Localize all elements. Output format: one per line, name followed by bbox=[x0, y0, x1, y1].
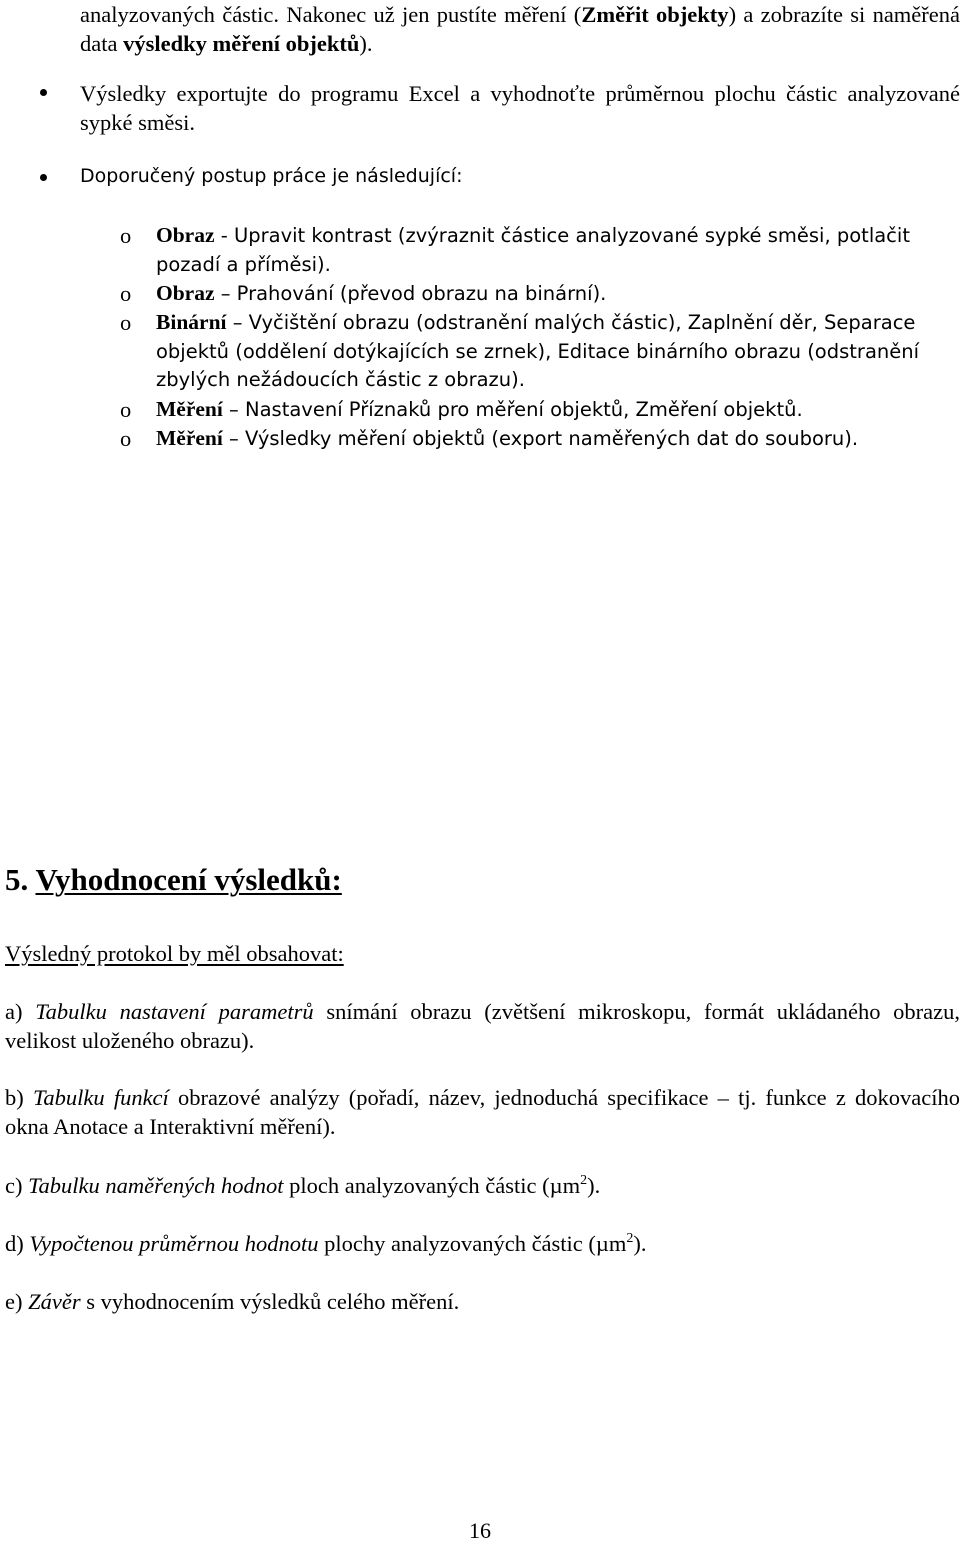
item-text: ploch analyzovaných částic (µm bbox=[283, 1173, 581, 1198]
bullet-item-procedure: Doporučený postup práce je následující: bbox=[80, 165, 463, 187]
step-text: – Prahování (převod obrazu na binární). bbox=[214, 282, 607, 305]
step-marker: o bbox=[120, 426, 132, 451]
bullet-dot bbox=[40, 174, 47, 181]
protocol-item-a bbox=[5, 997, 960, 1055]
bullet-item-export: Výsledky exportujte do programu Excel a vyhodnoťte průměrnou plochu částic analyzované sypké směsi. bbox=[80, 81, 960, 135]
step-text: – Výsledky měření objektů (export naměřených dat do souboru). bbox=[222, 427, 859, 450]
step-item bbox=[156, 308, 956, 395]
intro-text-2: ) a zobrazíte si naměřená data bbox=[80, 2, 960, 56]
item-label: a) bbox=[5, 999, 36, 1024]
protocol-item-d bbox=[5, 1229, 960, 1258]
step-marker: o bbox=[120, 281, 132, 306]
item-text: s vyhodnocením výsledků celého měření. bbox=[80, 1289, 460, 1314]
section-number: 5. bbox=[5, 862, 36, 897]
step-item bbox=[156, 395, 956, 425]
protocol-item-c bbox=[5, 1171, 960, 1200]
step-menu-name: Obraz bbox=[156, 223, 215, 247]
item-label: b) bbox=[5, 1085, 33, 1110]
item-label: e) bbox=[5, 1289, 29, 1314]
intro-bold-measure: Změřit objekty bbox=[581, 2, 729, 27]
superscript: 2 bbox=[580, 1173, 588, 1188]
step-text: – Vyčištění obrazu (odstranění malých částic), Zaplnění děr, Separace objektů (oddělení dotýkajících se zrnek), Editace binárního obrazu (odstranění zbylých nežádoucích částic z obrazu). bbox=[156, 311, 920, 391]
item-emphasis: Tabulku naměřených hodnot bbox=[28, 1173, 284, 1198]
item-text: snímání obrazu (zvětšení mikroskopu, formát ukládaného obrazu, velikost uloženého obrazu). bbox=[5, 999, 960, 1053]
intro-paragraph bbox=[80, 0, 960, 58]
step-menu-name: Měření bbox=[156, 426, 223, 450]
step-item bbox=[156, 279, 956, 309]
item-emphasis: Vypočtenou průměrnou hodnotu bbox=[29, 1231, 319, 1256]
step-item bbox=[156, 424, 956, 454]
item-end: ). bbox=[633, 1231, 647, 1256]
item-label: d) bbox=[5, 1231, 30, 1256]
step-marker: o bbox=[120, 397, 132, 422]
item-emphasis: Tabulku nastavení parametrů bbox=[35, 999, 314, 1024]
step-marker: o bbox=[120, 310, 132, 335]
intro-text: analyzovaných částic. Nakonec už jen pustíte měření ( bbox=[80, 2, 582, 27]
item-text: plochy analyzovaných částic (µm bbox=[318, 1231, 627, 1256]
step-item bbox=[156, 221, 956, 279]
step-menu-name: Binární bbox=[156, 310, 227, 334]
superscript: 2 bbox=[626, 1231, 634, 1246]
item-end: ). bbox=[587, 1173, 601, 1198]
bullet-dot bbox=[40, 89, 47, 96]
step-menu-name: Měření bbox=[156, 397, 223, 421]
protocol-item-b bbox=[5, 1083, 960, 1141]
intro-bold-results: výsledky měření objektů bbox=[123, 31, 360, 56]
protocol-intro-text: Výsledný protokol by měl obsahovat: bbox=[5, 941, 344, 966]
item-label: c) bbox=[5, 1173, 29, 1198]
step-text: – Nastavení Příznaků pro měření objektů, Změření objektů. bbox=[222, 398, 803, 421]
step-menu-name: Obraz bbox=[156, 281, 215, 305]
protocol-intro bbox=[5, 939, 344, 968]
step-marker: o bbox=[120, 223, 132, 248]
item-text: obrazové analýzy (pořadí, název, jednoduchá specifikace – tj. funkce z dokovacího okna Anotace a Interaktivní měření). bbox=[5, 1085, 960, 1139]
item-emphasis: Tabulku funkcí bbox=[32, 1085, 169, 1110]
protocol-item-e bbox=[5, 1287, 960, 1316]
section-title: Vyhodnocení výsledků: bbox=[35, 862, 342, 897]
page-number: 16 bbox=[469, 1518, 491, 1543]
section-heading bbox=[5, 860, 342, 900]
item-emphasis: Závěr bbox=[28, 1289, 81, 1314]
intro-text-end: ). bbox=[359, 31, 373, 56]
step-text: - Upravit kontrast (zvýraznit částice analyzované sypké směsi, potlačit pozadí a příměsi). bbox=[156, 224, 910, 276]
